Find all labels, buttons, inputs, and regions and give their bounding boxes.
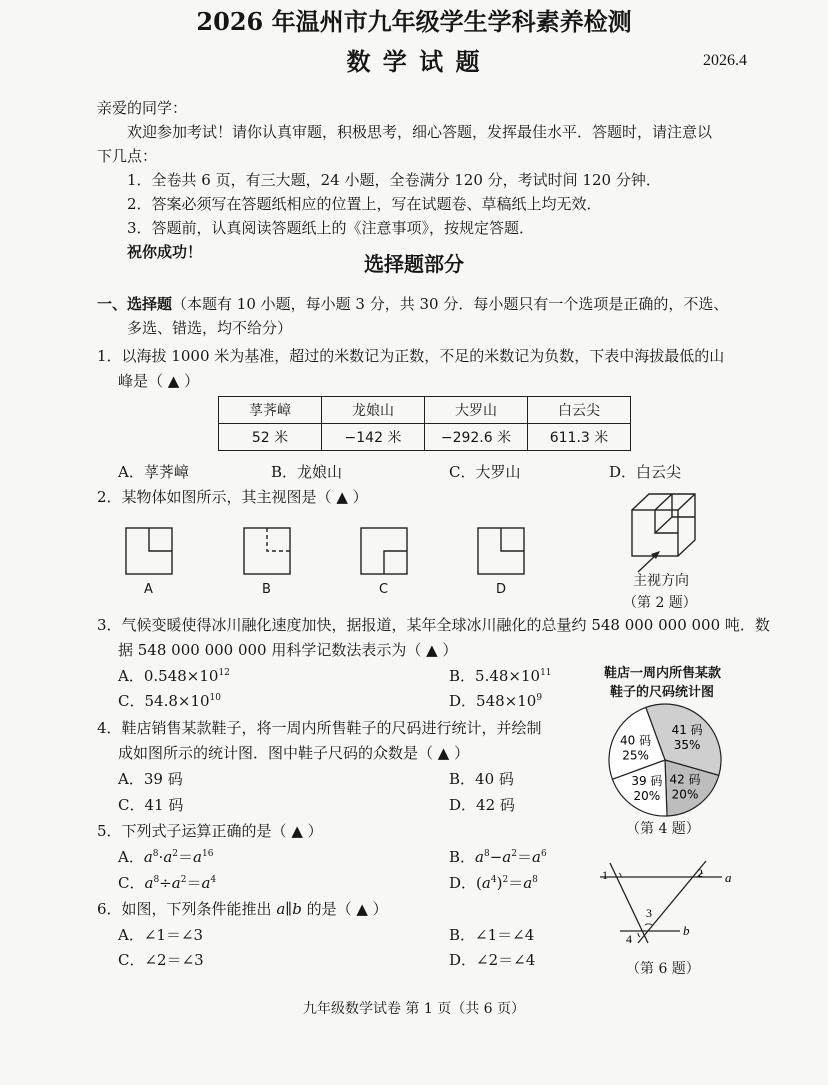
q3-option-d-base: D．548×10 [449, 692, 537, 710]
line-a-label: a [725, 870, 732, 885]
q6-option-b[interactable]: B．∠1＝∠4 [449, 926, 535, 944]
q5-option-d[interactable]: D．$(a^4)^2=a^8$ [449, 874, 538, 892]
pie-value-label: 25% [622, 748, 649, 763]
q1-option-d[interactable]: D．白云尖 [609, 463, 682, 481]
q6-stem-parallel: ∥ [285, 900, 293, 918]
exam-title: 2026 年温州市九年级学生学科素养检测 [196, 7, 632, 36]
q6-option-c[interactable]: C．∠2＝∠3 [118, 951, 204, 969]
q6-option-a[interactable]: A．∠1＝∠3 [118, 926, 204, 944]
greeting: 亲爱的同学： [97, 99, 188, 117]
q6-stem-lead: 6．如图，下列条件能推出 [97, 900, 277, 918]
section-title: 选择题部分 [364, 252, 464, 276]
q4-option-d[interactable]: D．42 码 [449, 796, 515, 814]
q5-stem: 5．下列式子运算正确的是（ ▲ ） [97, 822, 323, 840]
intro-line-2: 下几点： [97, 147, 158, 165]
q3-option-a-base: A．0.548×10 [118, 667, 219, 685]
q1-line-2: 峰是（ ▲ ） [118, 372, 200, 390]
line-b-label: b [683, 923, 690, 938]
q3-option-b[interactable] [449, 665, 552, 686]
pie-category-label: 41 码 [671, 723, 703, 738]
q5-option-d-label: D． [449, 874, 477, 892]
q2-stem: 2．某物体如图所示，其主视图是（ ▲ ） [97, 488, 368, 506]
q4-option-c[interactable]: C．41 码 [118, 796, 184, 814]
q3-option-b-base: B．5.48×10 [449, 667, 541, 685]
q3-line-2: 据 548 000 000 000 用科学记数法表示为（ ▲ ） [118, 641, 458, 659]
q3-option-d-exponent: 9 [536, 693, 543, 703]
section-heading-line-2: 多选、错选，均不给分） [127, 319, 293, 337]
pie-value-label: 35% [673, 738, 701, 753]
q3-option-c[interactable] [118, 690, 221, 711]
table-cell: −292.6 米 [425, 424, 528, 451]
q3-option-d[interactable] [449, 690, 542, 711]
pie-category-label: 40 码 [620, 733, 652, 748]
table-cell: 白云尖 [528, 397, 631, 424]
table-cell: 莩荠嶂 [219, 397, 322, 424]
angle-2-label: 2 [697, 866, 703, 880]
subject-title: 数 学 试 题 [346, 47, 482, 76]
q2-direction-label: 主视方向 [633, 573, 689, 589]
q2-label-b: B [262, 582, 271, 597]
pie-category-label: 42 码 [669, 772, 701, 787]
q6-option-d[interactable]: D．∠2＝∠4 [449, 951, 536, 969]
q5-option-a-label: A． [118, 848, 144, 866]
q5-option-c-label: C． [118, 874, 145, 892]
q2-solid-figure [632, 494, 695, 556]
q4-option-a[interactable]: A．39 码 [118, 770, 183, 788]
q3-option-b-exponent: 11 [540, 668, 552, 678]
page-footer: 九年级数学试卷 第 1 页（共 6 页） [302, 1001, 526, 1017]
q2-direction-arrow [638, 551, 660, 572]
shoe-size-pie-chart [600, 700, 730, 818]
section-heading-rules: （本题有 10 小题，每小题 3 分，共 30 分．每小题只有一个选项是正确的，不选、 [172, 295, 729, 313]
q4-option-b[interactable]: B．40 码 [449, 770, 514, 788]
closing: 祝你成功！ [127, 243, 203, 261]
q3-option-a[interactable] [118, 665, 230, 686]
q3-line-1: 3．气候变暖使得冰川融化速度加快，据报道，某年全球冰川融化的总量约 548 000 000 000 吨．数 [97, 616, 770, 634]
pie-value-label: 20% [671, 787, 699, 802]
q4-line-1: 4．鞋店销售某款鞋子，将一周内所售鞋子的尺码进行统计，并绘制 [97, 719, 542, 737]
q3-option-c-base: C．54.8×10 [118, 692, 210, 710]
q1-option-a[interactable]: A．莩荠嶂 [118, 463, 189, 481]
q3-option-a-exponent: 12 [218, 668, 230, 678]
q2-label-d: D [496, 582, 507, 597]
q6-caption: （第 6 题） [626, 961, 700, 977]
q6-figure [590, 855, 740, 955]
q1-option-c[interactable]: C．大罗山 [449, 463, 521, 481]
notice-item-1: 1．全卷共 6 页，有三大题，24 小题，全卷满分 120 分，考试时间 120 分钟． [127, 171, 661, 189]
q4-line-2: 成如图所示的统计图．图中鞋子尺码的众数是（ ▲ ） [118, 744, 470, 762]
q2-label-c: C [379, 582, 389, 597]
angle-4-label: 4 [626, 932, 632, 946]
table-cell: 611.3 米 [528, 424, 631, 451]
q5-option-b-label: B． [449, 848, 476, 866]
q5-option-a[interactable]: A．$a^8\cdot a^2=a^{16}$ [118, 848, 214, 866]
q3-option-c-exponent: 10 [209, 693, 221, 703]
q1-option-b[interactable]: B．龙娘山 [271, 463, 343, 481]
table-cell: 52 米 [219, 424, 322, 451]
exam-date: 2026.4 [703, 52, 747, 69]
notice-item-2: 2．答案必须写在答题纸相应的位置上，写在试题卷、草稿纸上均无效． [127, 195, 602, 213]
q4-caption: （第 4 题） [626, 821, 700, 837]
chart-title-line-2: 鞋子的尺码统计图 [610, 685, 715, 700]
q6-stem [97, 898, 388, 919]
q1-line-1: 1．以海拔 1000 米为基准，超过的米数记为正数，不足的米数记为负数，下表中海拔最低的山 [97, 347, 725, 365]
pie-category-label: 39 码 [631, 773, 663, 788]
intro-line-1: 欢迎参加考试！请你认真审题，积极思考，细心答题，发挥最佳水平．答题时，请注意以 [127, 123, 713, 141]
q6-stem-a: a [276, 900, 286, 918]
angle-1-label: 1 [602, 868, 608, 882]
q5-option-b[interactable]: B．$a^8-a^2=a^6$ [449, 848, 547, 866]
table-cell: −142 米 [322, 424, 425, 451]
table-cell: 龙娘山 [322, 397, 425, 424]
angle-3-label: 3 [646, 906, 652, 920]
notice-item-3: 3．答题前，认真阅读答题纸上的《注意事项》，按规定答题． [127, 219, 535, 237]
section-heading-label: 一、选择题 [97, 295, 173, 313]
q6-stem-tail: 的是（ ▲ ） [301, 900, 388, 918]
q6-stem-b: b [292, 900, 302, 918]
q2-label-a: A [144, 582, 153, 597]
q5-option-c[interactable]: C．$a^8\div a^2=a^4$ [118, 874, 217, 892]
chart-title-line-1: 鞋店一周内所售某款 [604, 666, 722, 681]
table-cell: 大罗山 [425, 397, 528, 424]
pie-value-label: 20% [633, 788, 661, 803]
q2-caption: （第 2 题） [623, 595, 697, 611]
